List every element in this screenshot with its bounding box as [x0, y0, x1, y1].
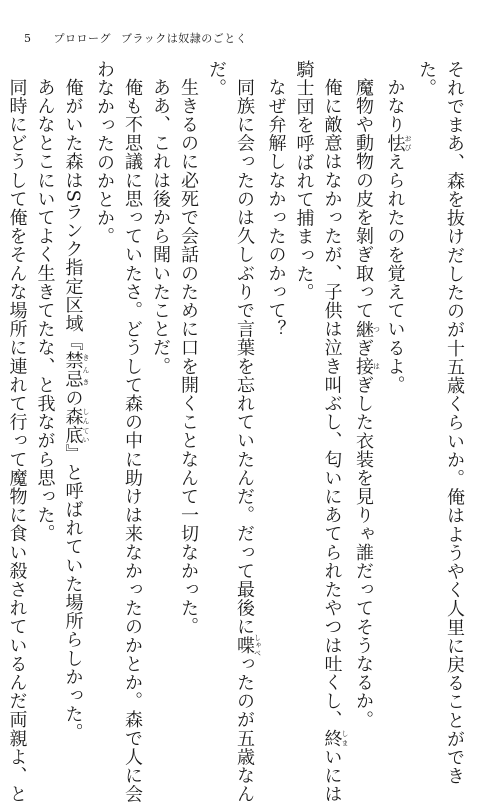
ruby-annotation	[62, 407, 90, 445]
ruby-base: 森底	[62, 407, 84, 445]
text-line: だ。	[206, 60, 227, 98]
ruby-annotation	[353, 319, 381, 339]
text-line	[381, 60, 413, 660]
ruby-reading: しま	[341, 729, 349, 748]
text-run: えられたのを覚えているよ。	[384, 152, 406, 395]
ruby-base: 怯	[384, 133, 406, 153]
text-run: ぎ	[353, 338, 374, 358]
running-header	[24, 30, 247, 46]
ruby-base: 接	[353, 357, 374, 376]
ruby-base: 喋	[234, 633, 255, 657]
text-run: いには	[321, 747, 343, 803]
text-run: ったのが五歳なん	[234, 654, 255, 803]
text-run: 俺がいた森はSランク指定区域『	[62, 78, 84, 352]
body-text	[0, 60, 468, 803]
text-run: の	[62, 388, 84, 408]
text-line: あんなとこにいてよく生きてたな、と我ながら思った。	[34, 78, 56, 543]
ruby-base: 禁忌	[62, 351, 84, 389]
text-line	[230, 60, 262, 803]
text-line: 同時にどうして俺をそんな場所に連れて行って魔物に食い殺されているんだ両親よ、と	[6, 78, 28, 803]
text-run: 俺に敵意はなかったが、子供は泣き叫ぶし、匂いにあてられたやつは吐くし、	[321, 78, 343, 729]
ruby-reading: しゃべ	[253, 633, 262, 657]
ruby-reading: しんてい	[82, 407, 90, 445]
text-run: 魔物や動物の皮を剝ぎ取って	[353, 78, 374, 320]
ruby-annotation	[321, 729, 349, 748]
text-run: 』と呼ばれていた場所らしかった。	[62, 444, 84, 742]
ruby-base: 継	[353, 319, 374, 339]
text-line: た。	[416, 60, 437, 98]
text-line: 俺も不思議に思っていたさ。どうして森の中に助けは来なかったのかとか。森で人に会	[122, 78, 143, 803]
chapter-title: ブラックは奴隷のごとく	[121, 32, 248, 45]
text-line: なぜ弁解しなかったのかって？	[265, 78, 287, 339]
text-line	[349, 60, 381, 730]
ruby-base: 終	[321, 729, 343, 748]
text-line: 生きるのに必死で会話のために口を開くことなんて一切なかった。	[178, 78, 199, 636]
ruby-annotation	[234, 633, 262, 657]
ruby-reading: は	[372, 357, 381, 376]
text-run: ぎした衣装を見りゃ誰だってそうなるか。	[353, 375, 374, 730]
text-line: それでまあ、森を抜けだしたのが十五歳くらいか。俺はようやく人里に戻ることができ	[444, 60, 465, 786]
text-line	[59, 60, 91, 742]
ruby-annotation	[353, 357, 381, 376]
ruby-reading: つ	[372, 319, 381, 339]
text-line: わなかったのかとか。	[94, 60, 115, 246]
ruby-annotation	[62, 351, 90, 389]
text-run: 同族に会ったのは久しぶりで言葉を忘れていたんだ。だって最後に	[234, 78, 255, 636]
ruby-reading: おび	[404, 133, 412, 153]
text-run: かなり	[384, 78, 406, 134]
text-line: 騎士団を呼ばれて捕まった。	[293, 60, 315, 302]
text-line: ああ、これは後から聞いたことだ。	[150, 78, 171, 376]
text-line	[318, 60, 350, 803]
ruby-reading: きんき	[82, 351, 90, 389]
page-number: 5	[24, 32, 32, 45]
chapter-label: プロローグ	[53, 32, 111, 45]
ruby-annotation	[384, 133, 412, 153]
